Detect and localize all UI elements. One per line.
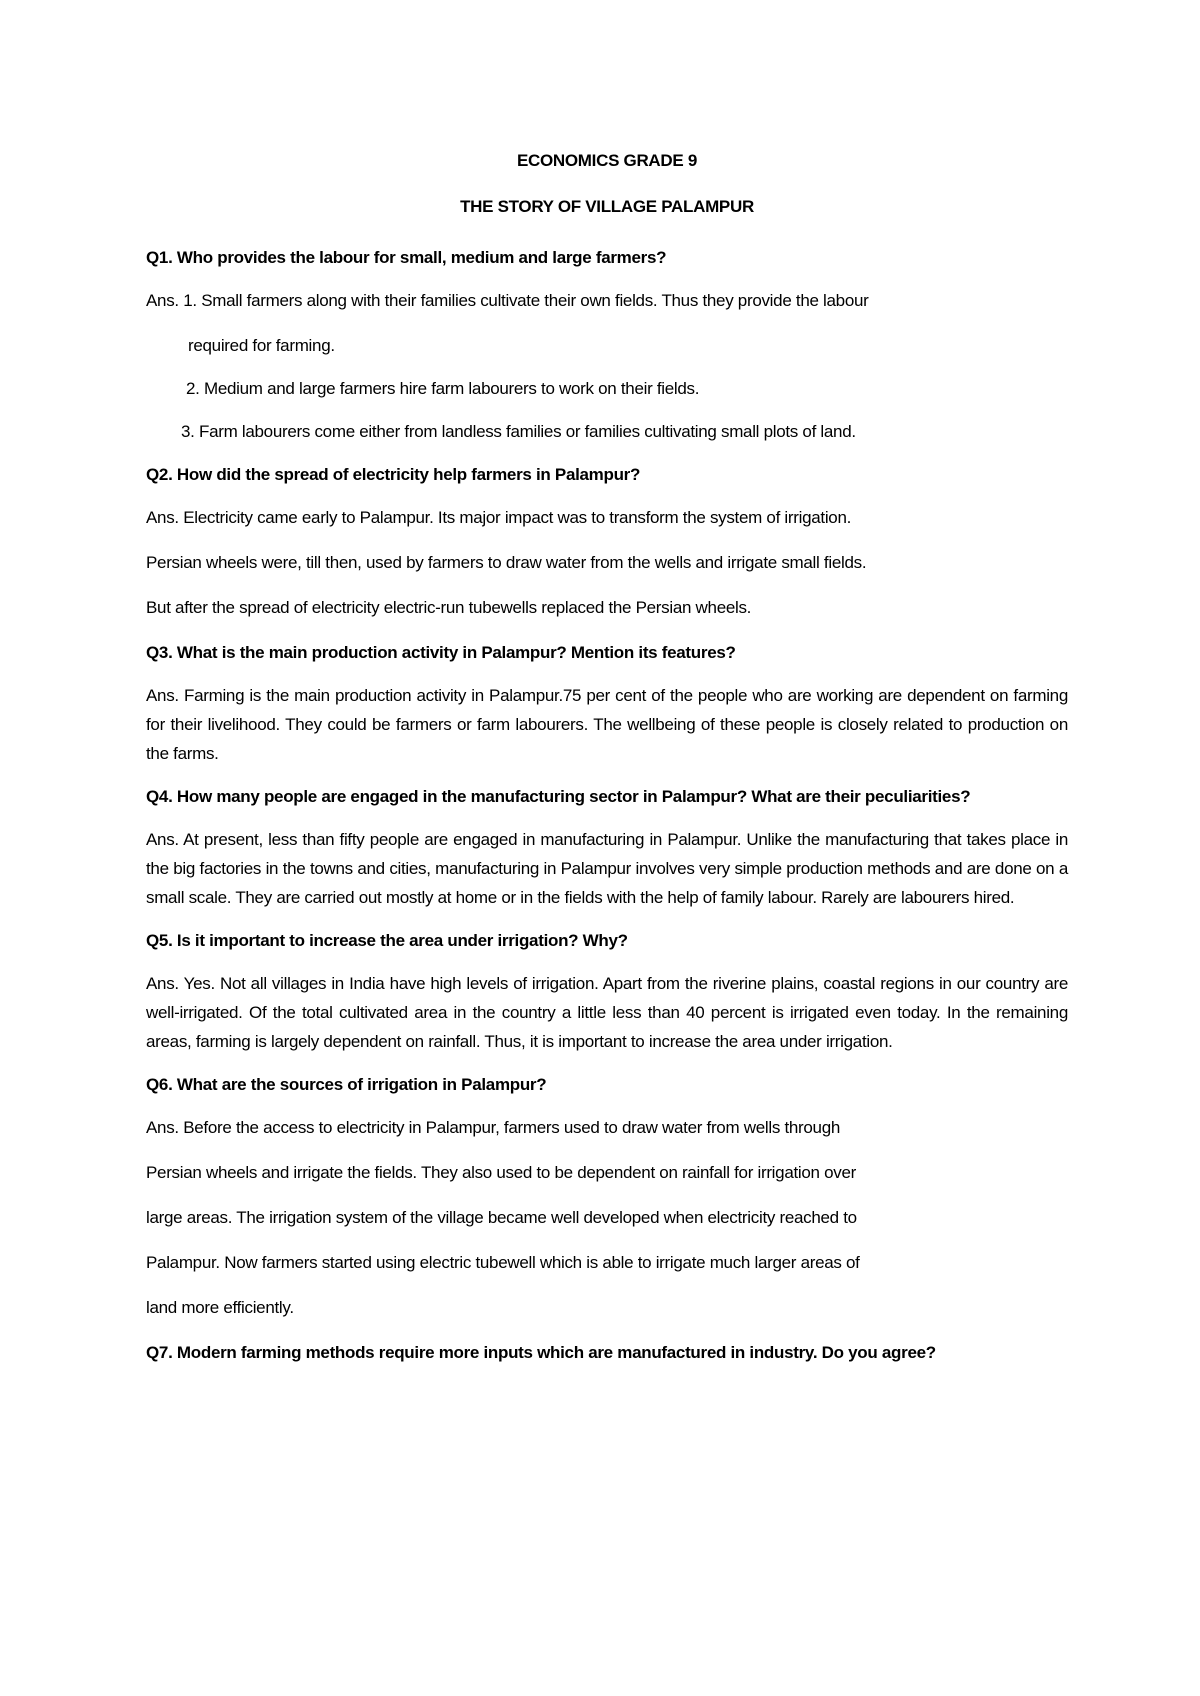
question-4: Q4. How many people are engaged in the manufacturing sector in Palampur? What are their peculiarities? — [146, 787, 971, 806]
answer-1-point-2: 2. Medium and large farmers hire farm labourers to work on their fields. — [186, 379, 700, 398]
question-7: Q7. Modern farming methods require more inputs which are manufactured in industry. Do you agree? — [146, 1343, 936, 1362]
answer-1-line-2: required for farming. — [188, 336, 335, 355]
answer-2-line-3: But after the spread of electricity electric-run tubewells replaced the Persian wheels. — [146, 598, 752, 617]
answer-2-line-1: Ans. Electricity came early to Palampur. Its major impact was to transform the system of irrigation. — [146, 508, 852, 527]
answer-6-line-4: Palampur. Now farmers started using electric tubewell which is able to irrigate much larger areas of — [146, 1253, 860, 1272]
question-1: Q1. Who provides the labour for small, medium and large farmers? — [146, 248, 667, 267]
answer-4: Ans. At present, less than fifty people are engaged in manufacturing in Palampur. Unlike the manufacturing that takes place in the big factories in the towns and cities, manufacturing in Palampur involves very simple production methods and are done on a small scale. They are carried out mostly at home or in the fields with the help of family labour. Rarely are labourers hired. — [146, 830, 1068, 907]
question-3: Q3. What is the main production activity in Palampur? Mention its features? — [146, 643, 736, 662]
answer-2-line-2: Persian wheels were, till then, used by farmers to draw water from the wells and irrigate small fields. — [146, 553, 867, 572]
answer-1-line-1: Ans. 1. Small farmers along with their families cultivate their own fields. Thus they provide the labour — [146, 291, 869, 310]
question-6: Q6. What are the sources of irrigation in Palampur? — [146, 1075, 547, 1094]
question-2: Q2. How did the spread of electricity help farmers in Palampur? — [146, 465, 641, 484]
answer-6-line-1: Ans. Before the access to electricity in Palampur, farmers used to draw water from wells through — [146, 1118, 841, 1137]
answer-6-line-3: large areas. The irrigation system of the village became well developed when electricity reached to — [146, 1208, 857, 1227]
answer-5: Ans. Yes. Not all villages in India have high levels of irrigation. Apart from the riverine plains, coastal regions in our country are well-irrigated. Of the total cultivated area in the country a little less than 40 percent is irrigated even today. In the remaining areas, farming is largely dependent on rainfall. Thus, it is important to increase the area under irrigation. — [146, 974, 1068, 1051]
subject-heading: ECONOMICS GRADE 9 — [516, 151, 698, 170]
answer-6-line-2: Persian wheels and irrigate the fields. They also used to be dependent on rainfall for irrigation over — [146, 1163, 856, 1182]
chapter-heading: THE STORY OF VILLAGE PALAMPUR — [460, 197, 754, 216]
answer-3: Ans. Farming is the main production activity in Palampur.75 per cent of the people who are working are dependent on farming for their livelihood. They could be farmers or farm labourers. The wellbeing of these people is closely related to production on the farms. — [146, 686, 1068, 763]
answer-6-line-5: land more efficiently. — [146, 1298, 294, 1317]
answer-1-point-3: 3. Farm labourers come either from landless families or families cultivating small plots of land. — [181, 422, 856, 441]
question-5: Q5. Is it important to increase the area under irrigation? Why? — [146, 931, 628, 950]
